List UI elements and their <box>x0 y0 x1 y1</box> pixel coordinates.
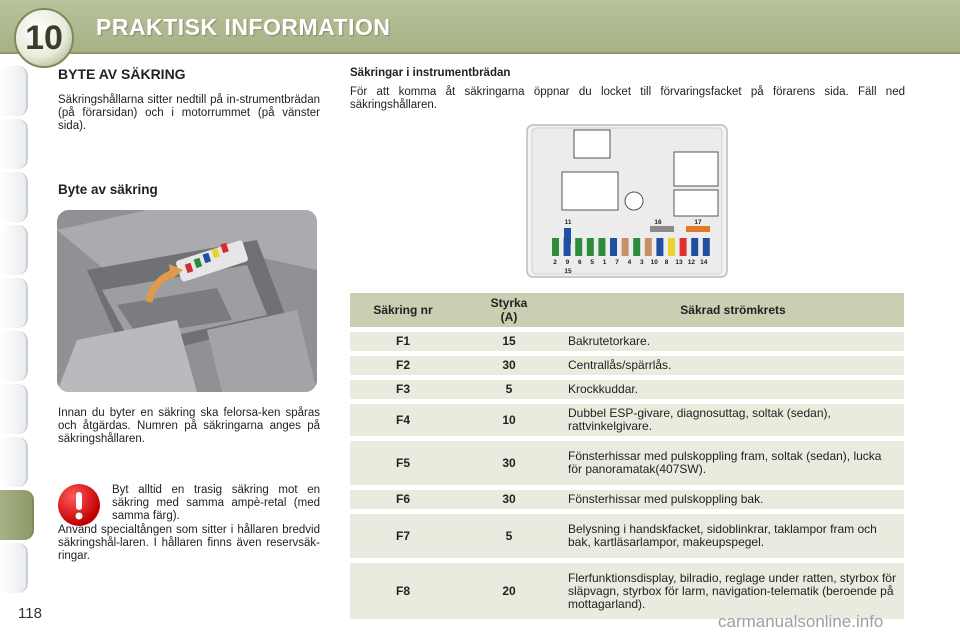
fuse-10 <box>656 238 663 256</box>
col-header-circuit: Säkrad strömkrets <box>562 293 904 327</box>
side-tab-7[interactable] <box>0 384 28 434</box>
cell-fuse-nr: F6 <box>350 490 456 509</box>
cell-fuse-nr: F1 <box>350 332 456 351</box>
fuse-5 <box>598 238 605 256</box>
fuse-label-5: 5 <box>590 259 595 266</box>
warning-icon <box>58 484 100 526</box>
side-tab-3[interactable] <box>0 172 28 222</box>
fuse-label-3: 3 <box>639 259 644 266</box>
cell-amperage: 5 <box>456 514 562 558</box>
fuse-label-14: 14 <box>700 259 708 266</box>
right-intro: För att komma åt säkringarna öppnar du locket till förvaringsfacket på förarens sida. Fäll ned säkringshållaren. <box>350 86 905 111</box>
side-tab-10[interactable] <box>0 543 28 593</box>
table-row <box>350 356 904 375</box>
fuse-label-8: 8 <box>664 259 669 266</box>
subsection-heading: Byte av säkring <box>58 182 158 197</box>
side-tab-4[interactable] <box>0 225 28 275</box>
cell-fuse-nr: F7 <box>350 514 456 558</box>
exclamation-icon <box>58 484 100 526</box>
table-row <box>350 490 904 509</box>
table-row <box>350 441 904 485</box>
fuse-6 <box>610 238 617 256</box>
fuse-label-2: 2 <box>553 259 557 266</box>
left-column <box>58 66 320 133</box>
section-intro: Säkringshållarna sitter nedtill på in-strumentbrädan (på förarsidan) och i motorrummet (på vänster sida). <box>58 94 320 132</box>
page-number: 118 <box>18 605 42 622</box>
fuse-label-1: 1 <box>602 259 607 266</box>
fuse-label-13: 13 <box>675 259 683 266</box>
page-title: PRAKTISK INFORMATION <box>96 14 391 40</box>
right-intro-wrap <box>350 86 905 112</box>
relay-3 <box>674 152 718 186</box>
cell-circuit: Krockkuddar. <box>562 380 904 399</box>
table-row <box>350 563 904 619</box>
warning-text-bottom <box>58 524 320 563</box>
side-tab-active[interactable] <box>0 490 34 540</box>
cell-amperage: 15 <box>456 332 562 351</box>
fuse-3 <box>575 238 582 256</box>
photo-caption-text: Innan du byter en säkring ska felorsa-ken spåras och åtgärdas. Numren på säkringarna anges på säkringshållaren. <box>58 407 320 445</box>
cell-amperage: 20 <box>456 563 562 619</box>
cell-circuit: Fönsterhissar med pulskoppling bak. <box>562 490 904 509</box>
relay-2 <box>562 172 618 210</box>
fuse-label-6: 6 <box>577 259 582 266</box>
cell-amperage: 30 <box>456 441 562 485</box>
cell-fuse-nr: F5 <box>350 441 456 485</box>
fuse-11 <box>668 238 675 256</box>
fuse-label-top-16: 16 <box>654 219 662 226</box>
table-row <box>350 332 904 351</box>
cell-amperage: 5 <box>456 380 562 399</box>
cell-circuit: Fönsterhissar med pulskoppling fram, soltak (sedan), lucka för panoramatak(407SW). <box>562 441 904 485</box>
header-divider <box>0 52 960 54</box>
fuse-box-diagram <box>526 124 728 278</box>
warning-text-top <box>112 484 320 523</box>
side-tab-2[interactable] <box>0 119 28 169</box>
cell-fuse-nr: F2 <box>350 356 456 375</box>
fuse-label-7: 7 <box>615 259 619 266</box>
cell-amperage: 30 <box>456 490 562 509</box>
cell-circuit: Centrallås/spärrlås. <box>562 356 904 375</box>
side-tab-5[interactable] <box>0 278 28 328</box>
side-tab-1[interactable] <box>0 66 28 116</box>
fuse-label-4: 4 <box>627 259 632 266</box>
fuse-11 <box>564 228 571 244</box>
table-row <box>350 404 904 436</box>
col-header-amperage: Styrka (A) <box>456 293 562 327</box>
right-heading: Säkringar i instrumentbrädan <box>350 67 511 79</box>
warning-text-1: Byt alltid en trasig säkring mot en säkring med samma ampè-retal (med samma färg). <box>112 484 320 522</box>
fuse-label-10: 10 <box>650 259 658 266</box>
cell-fuse-nr: F3 <box>350 380 456 399</box>
cell-amperage: 30 <box>456 356 562 375</box>
section-heading: BYTE AV SÄKRING <box>58 66 186 82</box>
fuse-9 <box>645 238 652 256</box>
chapter-number-badge: 10 <box>14 8 74 68</box>
fuse-label-12: 12 <box>687 259 696 266</box>
fuse-1 <box>552 238 559 256</box>
fuse-8 <box>633 238 640 256</box>
table-row <box>350 380 904 399</box>
fuse-12 <box>680 238 687 256</box>
cell-fuse-nr: F4 <box>350 404 456 436</box>
fuse-17-maxi <box>686 226 710 232</box>
warning-text-2: Använd specialtången som sitter i hållaren bredvid säkringshål-laren. I hållaren finns även reservsäk-ringar. <box>58 524 320 562</box>
chapter-side-tabs <box>0 66 30 596</box>
relay-1 <box>574 130 610 158</box>
fuse-13 <box>691 238 698 256</box>
cell-circuit: Bakrutetorkare. <box>562 332 904 351</box>
fuse-14 <box>703 238 710 256</box>
cell-fuse-nr: F8 <box>350 563 456 619</box>
side-tab-8[interactable] <box>0 437 28 487</box>
table-header-row <box>350 293 904 327</box>
fuse-label-9: 9 <box>565 259 570 266</box>
table-row <box>350 514 904 558</box>
cell-amperage: 10 <box>456 404 562 436</box>
watermark: carmanualsonline.info <box>718 612 884 631</box>
fuse-label-top-11: 11 <box>564 219 572 226</box>
fuse-16-maxi <box>650 226 674 232</box>
col-header-fuse-nr: Säkring nr <box>350 293 456 327</box>
fuse-7 <box>622 238 629 256</box>
cell-circuit: Dubbel ESP-givare, diagnosuttag, soltak (sedan), rattvinkelgivare. <box>562 404 904 436</box>
fuse-holder-photo <box>57 210 317 392</box>
fuse-box-svg <box>526 124 728 278</box>
fuse-table <box>350 288 904 624</box>
cell-circuit: Flerfunktionsdisplay, bilradio, reglage under ratten, styrbox för släpvagn, styrbox för larm, navigation-telematik (beroende på mottagarland). <box>562 563 904 619</box>
relay-socket <box>625 192 643 210</box>
side-tab-6[interactable] <box>0 331 28 381</box>
fuse-holder-illustration <box>57 210 317 392</box>
fuse-label-15: 15 <box>564 268 572 275</box>
fuse-4 <box>587 238 594 256</box>
fuse-label-top-17: 17 <box>694 219 702 226</box>
cell-circuit: Belysning i handskfacket, sidoblinkrar, taklampor fram och bak, kartläsarlampor, makeupspegel. <box>562 514 904 558</box>
photo-caption <box>58 407 320 446</box>
relay-4 <box>674 190 718 216</box>
